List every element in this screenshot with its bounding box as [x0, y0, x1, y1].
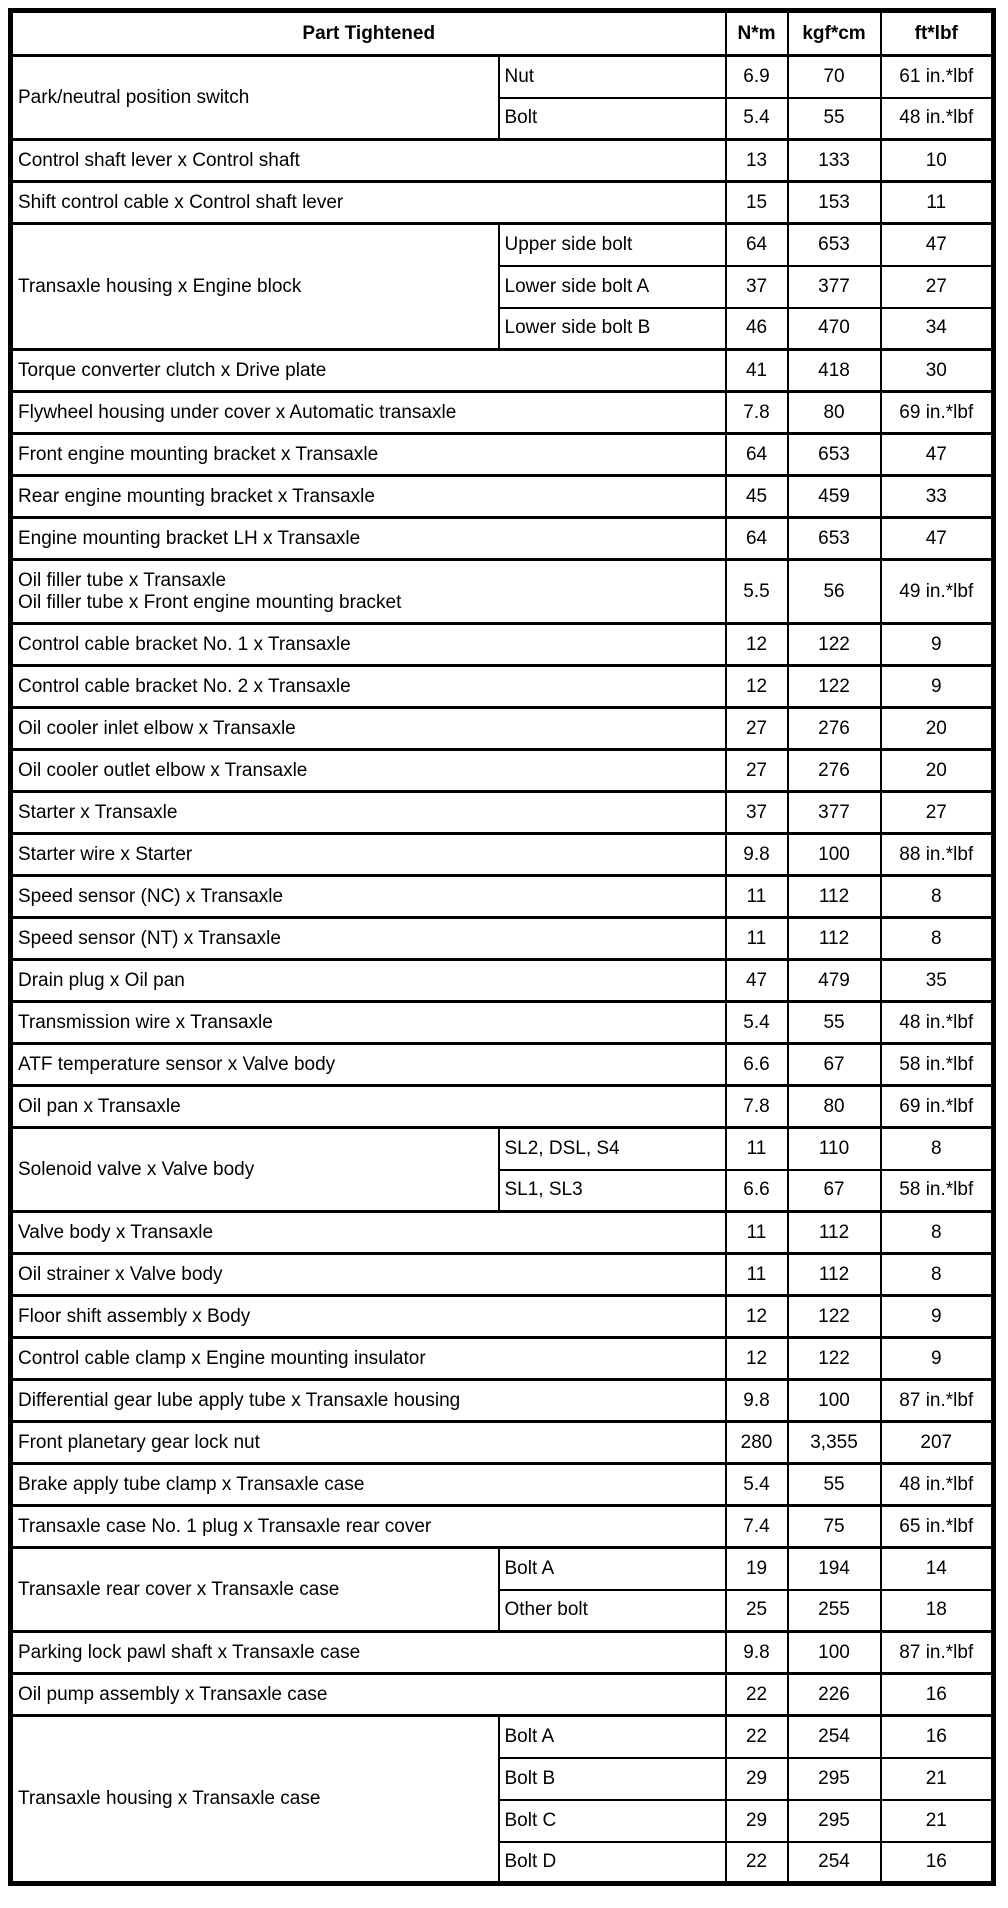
- ftlbf-value-cell: 8: [881, 1254, 994, 1296]
- table-row: [11, 1548, 994, 1590]
- table-row: [11, 182, 994, 224]
- nm-value-cell: 13: [726, 140, 788, 182]
- nm-value-cell: 5.4: [726, 1464, 788, 1506]
- kgfcm-value-cell: 100: [788, 834, 881, 876]
- sub-part-cell: Bolt D: [499, 1842, 726, 1884]
- sub-part-cell: Bolt B: [499, 1758, 726, 1800]
- table-row: [11, 1128, 994, 1170]
- nm-value-cell: 29: [726, 1800, 788, 1842]
- nm-value-cell: 12: [726, 666, 788, 708]
- nm-value-cell: 7.4: [726, 1506, 788, 1548]
- kgfcm-value-cell: 112: [788, 1254, 881, 1296]
- kgfcm-value-cell: 226: [788, 1674, 881, 1716]
- ftlbf-value-cell: 9: [881, 666, 994, 708]
- table-row: [11, 1716, 994, 1758]
- part-name-cell: Transaxle case No. 1 plug x Transaxle rear cover: [11, 1506, 726, 1548]
- ftlbf-value-cell: 11: [881, 182, 994, 224]
- table-row: [11, 1002, 994, 1044]
- kgfcm-value-cell: 122: [788, 624, 881, 666]
- part-name-cell: Differential gear lube apply tube x Transaxle housing: [11, 1380, 726, 1422]
- nm-value-cell: 22: [726, 1716, 788, 1758]
- ftlbf-value-cell: 58 in.*lbf: [881, 1044, 994, 1086]
- nm-value-cell: 11: [726, 918, 788, 960]
- part-name-cell: Solenoid valve x Valve body: [11, 1128, 499, 1212]
- nm-value-cell: 64: [726, 518, 788, 560]
- nm-value-cell: 15: [726, 182, 788, 224]
- nm-value-cell: 22: [726, 1674, 788, 1716]
- nm-value-cell: 27: [726, 708, 788, 750]
- part-name-cell: Control cable clamp x Engine mounting insulator: [11, 1338, 726, 1380]
- nm-value-cell: 7.8: [726, 392, 788, 434]
- part-name-cell: Speed sensor (NT) x Transaxle: [11, 918, 726, 960]
- ftlbf-value-cell: 8: [881, 876, 994, 918]
- ftlbf-value-cell: 34: [881, 308, 994, 350]
- kgfcm-value-cell: 100: [788, 1380, 881, 1422]
- ftlbf-value-cell: 47: [881, 224, 994, 266]
- ftlbf-value-cell: 9: [881, 1338, 994, 1380]
- table-row: [11, 750, 994, 792]
- kgfcm-value-cell: 276: [788, 750, 881, 792]
- ftlbf-value-cell: 207: [881, 1422, 994, 1464]
- part-name-cell: Front planetary gear lock nut: [11, 1422, 726, 1464]
- kgfcm-value-cell: 70: [788, 56, 881, 98]
- table-row: [11, 876, 994, 918]
- kgfcm-value-cell: 133: [788, 140, 881, 182]
- sub-part-cell: Bolt A: [499, 1716, 726, 1758]
- table-row: [11, 392, 994, 434]
- sub-part-cell: Other bolt: [499, 1590, 726, 1632]
- part-name-cell: Shift control cable x Control shaft lever: [11, 182, 726, 224]
- kgfcm-value-cell: 122: [788, 666, 881, 708]
- part-name-cell: Valve body x Transaxle: [11, 1212, 726, 1254]
- nm-value-cell: 7.8: [726, 1086, 788, 1128]
- sub-part-cell: Nut: [499, 56, 726, 98]
- kgfcm-value-cell: 67: [788, 1044, 881, 1086]
- part-name-cell: Control cable bracket No. 2 x Transaxle: [11, 666, 726, 708]
- kgfcm-value-cell: 3,355: [788, 1422, 881, 1464]
- ftlbf-value-cell: 20: [881, 708, 994, 750]
- part-name-cell: Rear engine mounting bracket x Transaxle: [11, 476, 726, 518]
- nm-value-cell: 280: [726, 1422, 788, 1464]
- ftlbf-value-cell: 48 in.*lbf: [881, 1464, 994, 1506]
- nm-value-cell: 46: [726, 308, 788, 350]
- ftlbf-value-cell: 21: [881, 1800, 994, 1842]
- ftlbf-value-cell: 16: [881, 1842, 994, 1884]
- kgfcm-value-cell: 653: [788, 518, 881, 560]
- kgfcm-value-cell: 56: [788, 560, 881, 624]
- table-row: [11, 1086, 994, 1128]
- part-name-cell: Transaxle housing x Engine block: [11, 224, 499, 350]
- part-name-cell: Transaxle housing x Transaxle case: [11, 1716, 499, 1884]
- table-row: [11, 708, 994, 750]
- table-header-row: [11, 11, 994, 56]
- ftlbf-value-cell: 58 in.*lbf: [881, 1170, 994, 1212]
- table-row: [11, 960, 994, 1002]
- ftlbf-value-cell: 27: [881, 792, 994, 834]
- nm-value-cell: 9.8: [726, 834, 788, 876]
- ftlbf-value-cell: 69 in.*lbf: [881, 1086, 994, 1128]
- part-name-cell: Parking lock pawl shaft x Transaxle case: [11, 1632, 726, 1674]
- ftlbf-value-cell: 18: [881, 1590, 994, 1632]
- sub-part-cell: Bolt A: [499, 1548, 726, 1590]
- part-name-cell: Control cable bracket No. 1 x Transaxle: [11, 624, 726, 666]
- kgfcm-value-cell: 470: [788, 308, 881, 350]
- kgfcm-value-cell: 276: [788, 708, 881, 750]
- table-row: [11, 792, 994, 834]
- sub-part-cell: Lower side bolt A: [499, 266, 726, 308]
- ftlbf-value-cell: 61 in.*lbf: [881, 56, 994, 98]
- table-row: [11, 224, 994, 266]
- nm-value-cell: 11: [726, 1128, 788, 1170]
- part-name-cell: Front engine mounting bracket x Transaxle: [11, 434, 726, 476]
- table-row: [11, 140, 994, 182]
- part-name-cell: Starter x Transaxle: [11, 792, 726, 834]
- kgfcm-value-cell: 653: [788, 224, 881, 266]
- kgfcm-value-cell: 55: [788, 1002, 881, 1044]
- table-body: [11, 56, 994, 1884]
- part-name-cell: Oil pump assembly x Transaxle case: [11, 1674, 726, 1716]
- part-name-cell: Flywheel housing under cover x Automatic transaxle: [11, 392, 726, 434]
- nm-value-cell: 11: [726, 1254, 788, 1296]
- ftlbf-value-cell: 35: [881, 960, 994, 1002]
- ftlbf-value-cell: 16: [881, 1716, 994, 1758]
- part-name-cell: Oil pan x Transaxle: [11, 1086, 726, 1128]
- part-name-cell: Starter wire x Starter: [11, 834, 726, 876]
- table-row: [11, 1254, 994, 1296]
- kgfcm-value-cell: 112: [788, 1212, 881, 1254]
- ftlbf-value-cell: 69 in.*lbf: [881, 392, 994, 434]
- part-name-cell: Oil filler tube x Transaxle Oil filler tube x Front engine mounting bracket: [11, 560, 726, 624]
- table-row: [11, 56, 994, 98]
- table-row: [11, 1422, 994, 1464]
- table-row: [11, 1506, 994, 1548]
- part-name-cell: Drain plug x Oil pan: [11, 960, 726, 1002]
- part-name-cell: Control shaft lever x Control shaft: [11, 140, 726, 182]
- part-name-cell: Brake apply tube clamp x Transaxle case: [11, 1464, 726, 1506]
- part-name-cell: Oil strainer x Valve body: [11, 1254, 726, 1296]
- sub-part-cell: Bolt C: [499, 1800, 726, 1842]
- kgfcm-value-cell: 194: [788, 1548, 881, 1590]
- kgfcm-value-cell: 459: [788, 476, 881, 518]
- kgfcm-value-cell: 653: [788, 434, 881, 476]
- table-row: [11, 918, 994, 960]
- kgfcm-value-cell: 55: [788, 1464, 881, 1506]
- kgfcm-value-cell: 377: [788, 792, 881, 834]
- table-row: [11, 1464, 994, 1506]
- nm-value-cell: 11: [726, 1212, 788, 1254]
- ftlbf-value-cell: 48 in.*lbf: [881, 98, 994, 140]
- nm-value-cell: 9.8: [726, 1632, 788, 1674]
- nm-value-cell: 45: [726, 476, 788, 518]
- torque-spec-table: [8, 8, 996, 1886]
- sub-part-cell: Upper side bolt: [499, 224, 726, 266]
- kgfcm-value-cell: 100: [788, 1632, 881, 1674]
- table-row: [11, 1674, 994, 1716]
- ftlbf-value-cell: 20: [881, 750, 994, 792]
- nm-value-cell: 5.5: [726, 560, 788, 624]
- part-name-cell: Oil cooler outlet elbow x Transaxle: [11, 750, 726, 792]
- kgfcm-value-cell: 80: [788, 392, 881, 434]
- table-row: [11, 1296, 994, 1338]
- ftlbf-value-cell: 88 in.*lbf: [881, 834, 994, 876]
- ftlbf-value-cell: 65 in.*lbf: [881, 1506, 994, 1548]
- table-row: [11, 560, 994, 624]
- nm-value-cell: 37: [726, 266, 788, 308]
- ftlbf-value-cell: 9: [881, 1296, 994, 1338]
- nm-value-cell: 41: [726, 350, 788, 392]
- part-name-cell: Torque converter clutch x Drive plate: [11, 350, 726, 392]
- table-row: [11, 434, 994, 476]
- nm-value-cell: 9.8: [726, 1380, 788, 1422]
- table-row: [11, 1380, 994, 1422]
- column-header-part: Part Tightened: [11, 11, 726, 56]
- nm-value-cell: 22: [726, 1842, 788, 1884]
- nm-value-cell: 11: [726, 876, 788, 918]
- nm-value-cell: 29: [726, 1758, 788, 1800]
- kgfcm-value-cell: 377: [788, 266, 881, 308]
- table-row: [11, 834, 994, 876]
- nm-value-cell: 64: [726, 434, 788, 476]
- part-name-cell: Transaxle rear cover x Transaxle case: [11, 1548, 499, 1632]
- nm-value-cell: 5.4: [726, 1002, 788, 1044]
- ftlbf-value-cell: 16: [881, 1674, 994, 1716]
- kgfcm-value-cell: 67: [788, 1170, 881, 1212]
- sub-part-cell: SL1, SL3: [499, 1170, 726, 1212]
- ftlbf-value-cell: 47: [881, 518, 994, 560]
- kgfcm-value-cell: 112: [788, 918, 881, 960]
- ftlbf-value-cell: 14: [881, 1548, 994, 1590]
- nm-value-cell: 6.6: [726, 1044, 788, 1086]
- part-name-cell: Transmission wire x Transaxle: [11, 1002, 726, 1044]
- table-row: [11, 476, 994, 518]
- table-row: [11, 518, 994, 560]
- table-row: [11, 1212, 994, 1254]
- nm-value-cell: 12: [726, 1338, 788, 1380]
- ftlbf-value-cell: 9: [881, 624, 994, 666]
- part-name-cell: ATF temperature sensor x Valve body: [11, 1044, 726, 1086]
- table-row: [11, 1338, 994, 1380]
- table-row: [11, 1632, 994, 1674]
- table-row: [11, 666, 994, 708]
- nm-value-cell: 6.9: [726, 56, 788, 98]
- sub-part-cell: Bolt: [499, 98, 726, 140]
- nm-value-cell: 47: [726, 960, 788, 1002]
- kgfcm-value-cell: 153: [788, 182, 881, 224]
- ftlbf-value-cell: 47: [881, 434, 994, 476]
- table-row: [11, 624, 994, 666]
- nm-value-cell: 5.4: [726, 98, 788, 140]
- nm-value-cell: 6.6: [726, 1170, 788, 1212]
- nm-value-cell: 12: [726, 624, 788, 666]
- column-header-nm: N*m: [726, 11, 788, 56]
- ftlbf-value-cell: 49 in.*lbf: [881, 560, 994, 624]
- kgfcm-value-cell: 295: [788, 1800, 881, 1842]
- kgfcm-value-cell: 122: [788, 1296, 881, 1338]
- table-row: [11, 350, 994, 392]
- column-header-ftlbf: ft*lbf: [881, 11, 994, 56]
- kgfcm-value-cell: 80: [788, 1086, 881, 1128]
- kgfcm-value-cell: 295: [788, 1758, 881, 1800]
- ftlbf-value-cell: 33: [881, 476, 994, 518]
- nm-value-cell: 19: [726, 1548, 788, 1590]
- nm-value-cell: 25: [726, 1590, 788, 1632]
- kgfcm-value-cell: 55: [788, 98, 881, 140]
- part-name-cell: Park/neutral position switch: [11, 56, 499, 140]
- nm-value-cell: 37: [726, 792, 788, 834]
- kgfcm-value-cell: 255: [788, 1590, 881, 1632]
- ftlbf-value-cell: 87 in.*lbf: [881, 1632, 994, 1674]
- part-name-cell: Speed sensor (NC) x Transaxle: [11, 876, 726, 918]
- part-name-cell: Oil cooler inlet elbow x Transaxle: [11, 708, 726, 750]
- kgfcm-value-cell: 418: [788, 350, 881, 392]
- table-row: [11, 1044, 994, 1086]
- ftlbf-value-cell: 8: [881, 1128, 994, 1170]
- column-header-kgfcm: kgf*cm: [788, 11, 881, 56]
- kgfcm-value-cell: 112: [788, 876, 881, 918]
- nm-value-cell: 12: [726, 1296, 788, 1338]
- ftlbf-value-cell: 48 in.*lbf: [881, 1002, 994, 1044]
- part-name-cell: Engine mounting bracket LH x Transaxle: [11, 518, 726, 560]
- ftlbf-value-cell: 30: [881, 350, 994, 392]
- nm-value-cell: 27: [726, 750, 788, 792]
- kgfcm-value-cell: 110: [788, 1128, 881, 1170]
- kgfcm-value-cell: 254: [788, 1716, 881, 1758]
- kgfcm-value-cell: 254: [788, 1842, 881, 1884]
- kgfcm-value-cell: 479: [788, 960, 881, 1002]
- part-name-cell: Floor shift assembly x Body: [11, 1296, 726, 1338]
- ftlbf-value-cell: 21: [881, 1758, 994, 1800]
- nm-value-cell: 64: [726, 224, 788, 266]
- ftlbf-value-cell: 8: [881, 1212, 994, 1254]
- ftlbf-value-cell: 87 in.*lbf: [881, 1380, 994, 1422]
- ftlbf-value-cell: 10: [881, 140, 994, 182]
- kgfcm-value-cell: 122: [788, 1338, 881, 1380]
- ftlbf-value-cell: 8: [881, 918, 994, 960]
- sub-part-cell: SL2, DSL, S4: [499, 1128, 726, 1170]
- sub-part-cell: Lower side bolt B: [499, 308, 726, 350]
- kgfcm-value-cell: 75: [788, 1506, 881, 1548]
- ftlbf-value-cell: 27: [881, 266, 994, 308]
